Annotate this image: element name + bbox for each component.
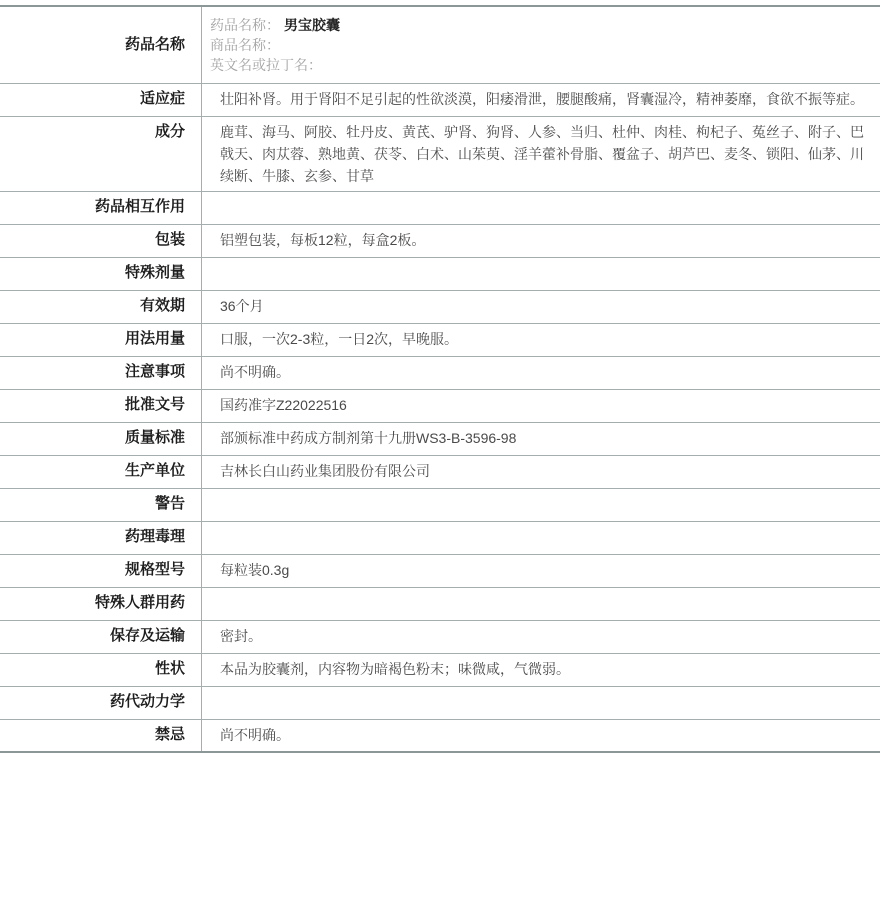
row-value [202,687,880,719]
table-row [0,654,880,687]
row-value [202,357,880,389]
row-value-text: 部颁标准中药成方制剂第十九册WS3-B-3596-98 [220,430,517,446]
trade-name-value [280,37,284,53]
table-row [0,489,880,522]
table-row [0,84,880,117]
row-label-text: 禁忌 [154,726,185,743]
row-value [202,117,880,191]
table-row [0,225,880,258]
table-rows [0,84,880,753]
row-label [0,720,202,751]
table-row [0,621,880,654]
row-label [0,117,202,191]
row-label-text: 质量标准 [124,429,185,446]
row-value [202,456,880,488]
table-row [0,291,880,324]
row-value-text: 尚不明确。 [220,727,290,743]
row-label [0,390,202,422]
row-label-text: 药理毒理 [124,528,185,545]
row-value-text: 每粒装0.3g [220,562,290,578]
row-label [0,687,202,719]
table-row [0,192,880,225]
trade-name-prefix: 商品名称： [210,37,280,53]
table-row [0,720,880,753]
table-row [0,456,880,489]
row-label-text: 生产单位 [124,462,185,479]
table-row [0,555,880,588]
table-row [0,390,880,423]
row-value [202,588,880,620]
table-row [0,687,880,720]
row-value [202,291,880,323]
row-value-text: 鹿茸、海马、阿胶、牡丹皮、黄芪、驴肾、狗肾、人参、当归、杜仲、肉桂、枸杞子、菟丝子、附子、巴戟天、肉苁蓉、熟地黄、茯苓、白术、山茱萸、淫羊藿补骨脂、覆盆子、胡芦巴、麦冬、锁阳、仙茅、川续断、牛膝、玄参、甘草 [220,124,864,184]
row-label [0,291,202,323]
row-value [202,621,880,653]
row-label [0,258,202,290]
row-label-text: 注意事项 [124,363,185,380]
table-row [0,324,880,357]
row-label [0,654,202,686]
row-label-text: 包装 [154,231,185,248]
row-label-text: 规格型号 [124,561,185,578]
row-label [0,225,202,257]
row-label-text: 药代动力学 [109,693,185,710]
drug-name-prefix: 药品名称： [210,17,280,33]
table-row [0,357,880,390]
row-value-text: 本品为胶囊剂，内容物为暗褐色粉末；味微咸，气微弱。 [220,661,570,677]
row-label [0,621,202,653]
row-value [202,192,880,224]
row-value [202,720,880,751]
latin-name-value [322,57,326,73]
drug-name-line [210,15,866,35]
row-label-text: 特殊剂量 [124,264,185,281]
row-label [0,357,202,389]
row-value-text: 壮阳补肾。用于肾阳不足引起的性欲淡漠，阳痿滑泄，腰腿酸痛，肾囊湿冷，精神萎靡，食欲不振等症。 [220,91,864,107]
row-label-text: 用法用量 [124,330,185,347]
row-value-text: 尚不明确。 [220,364,290,380]
row-label-text: 有效期 [139,297,185,314]
table-row [0,117,880,192]
latin-name-line [210,55,866,75]
table-row [0,588,880,621]
row-label-text: 成分 [154,123,185,140]
row-value-text: 吉林长白山药业集团股份有限公司 [220,463,430,479]
row-value [202,84,880,116]
row-value [202,555,880,587]
table-row [0,423,880,456]
row-label-text: 批准文号 [124,396,185,413]
row-label [0,324,202,356]
row-value [202,225,880,257]
row-value [202,423,880,455]
row-value-text: 密封。 [220,628,262,644]
row-label-text: 特殊人群用药 [94,594,185,611]
row-label-text: 性状 [154,660,185,677]
drug-name-value: 男宝胶囊 [284,17,340,33]
row-label [0,84,202,116]
table-row [0,258,880,291]
row-label-drug-name [0,7,202,83]
row-value-text: 36个月 [220,298,264,314]
row-value-drug-name [202,7,880,83]
row-label [0,522,202,554]
drug-info-table [0,5,880,753]
row-value-text: 国药准字Z22022516 [220,397,347,413]
row-label [0,192,202,224]
row-value-text: 铝塑包装，每板12粒，每盒2板。 [220,232,426,248]
row-label [0,456,202,488]
row-label-text: 适应症 [139,90,185,107]
latin-name-prefix: 英文名或拉丁名： [210,57,322,73]
row-label-text: 保存及运输 [109,627,185,644]
row-value [202,324,880,356]
row-label [0,588,202,620]
table-row [0,522,880,555]
row-value [202,489,880,521]
row-value [202,654,880,686]
row-value [202,390,880,422]
table-row-drug-name [0,7,880,84]
row-value [202,522,880,554]
row-label [0,489,202,521]
row-label-text: 药品名称 [124,36,185,53]
row-label-text: 药品相互作用 [94,198,185,215]
row-label-text: 警告 [154,495,185,512]
row-value [202,258,880,290]
row-value-text: 口服，一次2-3粒，一日2次，早晚服。 [220,331,459,347]
row-label [0,555,202,587]
row-label [0,423,202,455]
trade-name-line [210,35,866,55]
